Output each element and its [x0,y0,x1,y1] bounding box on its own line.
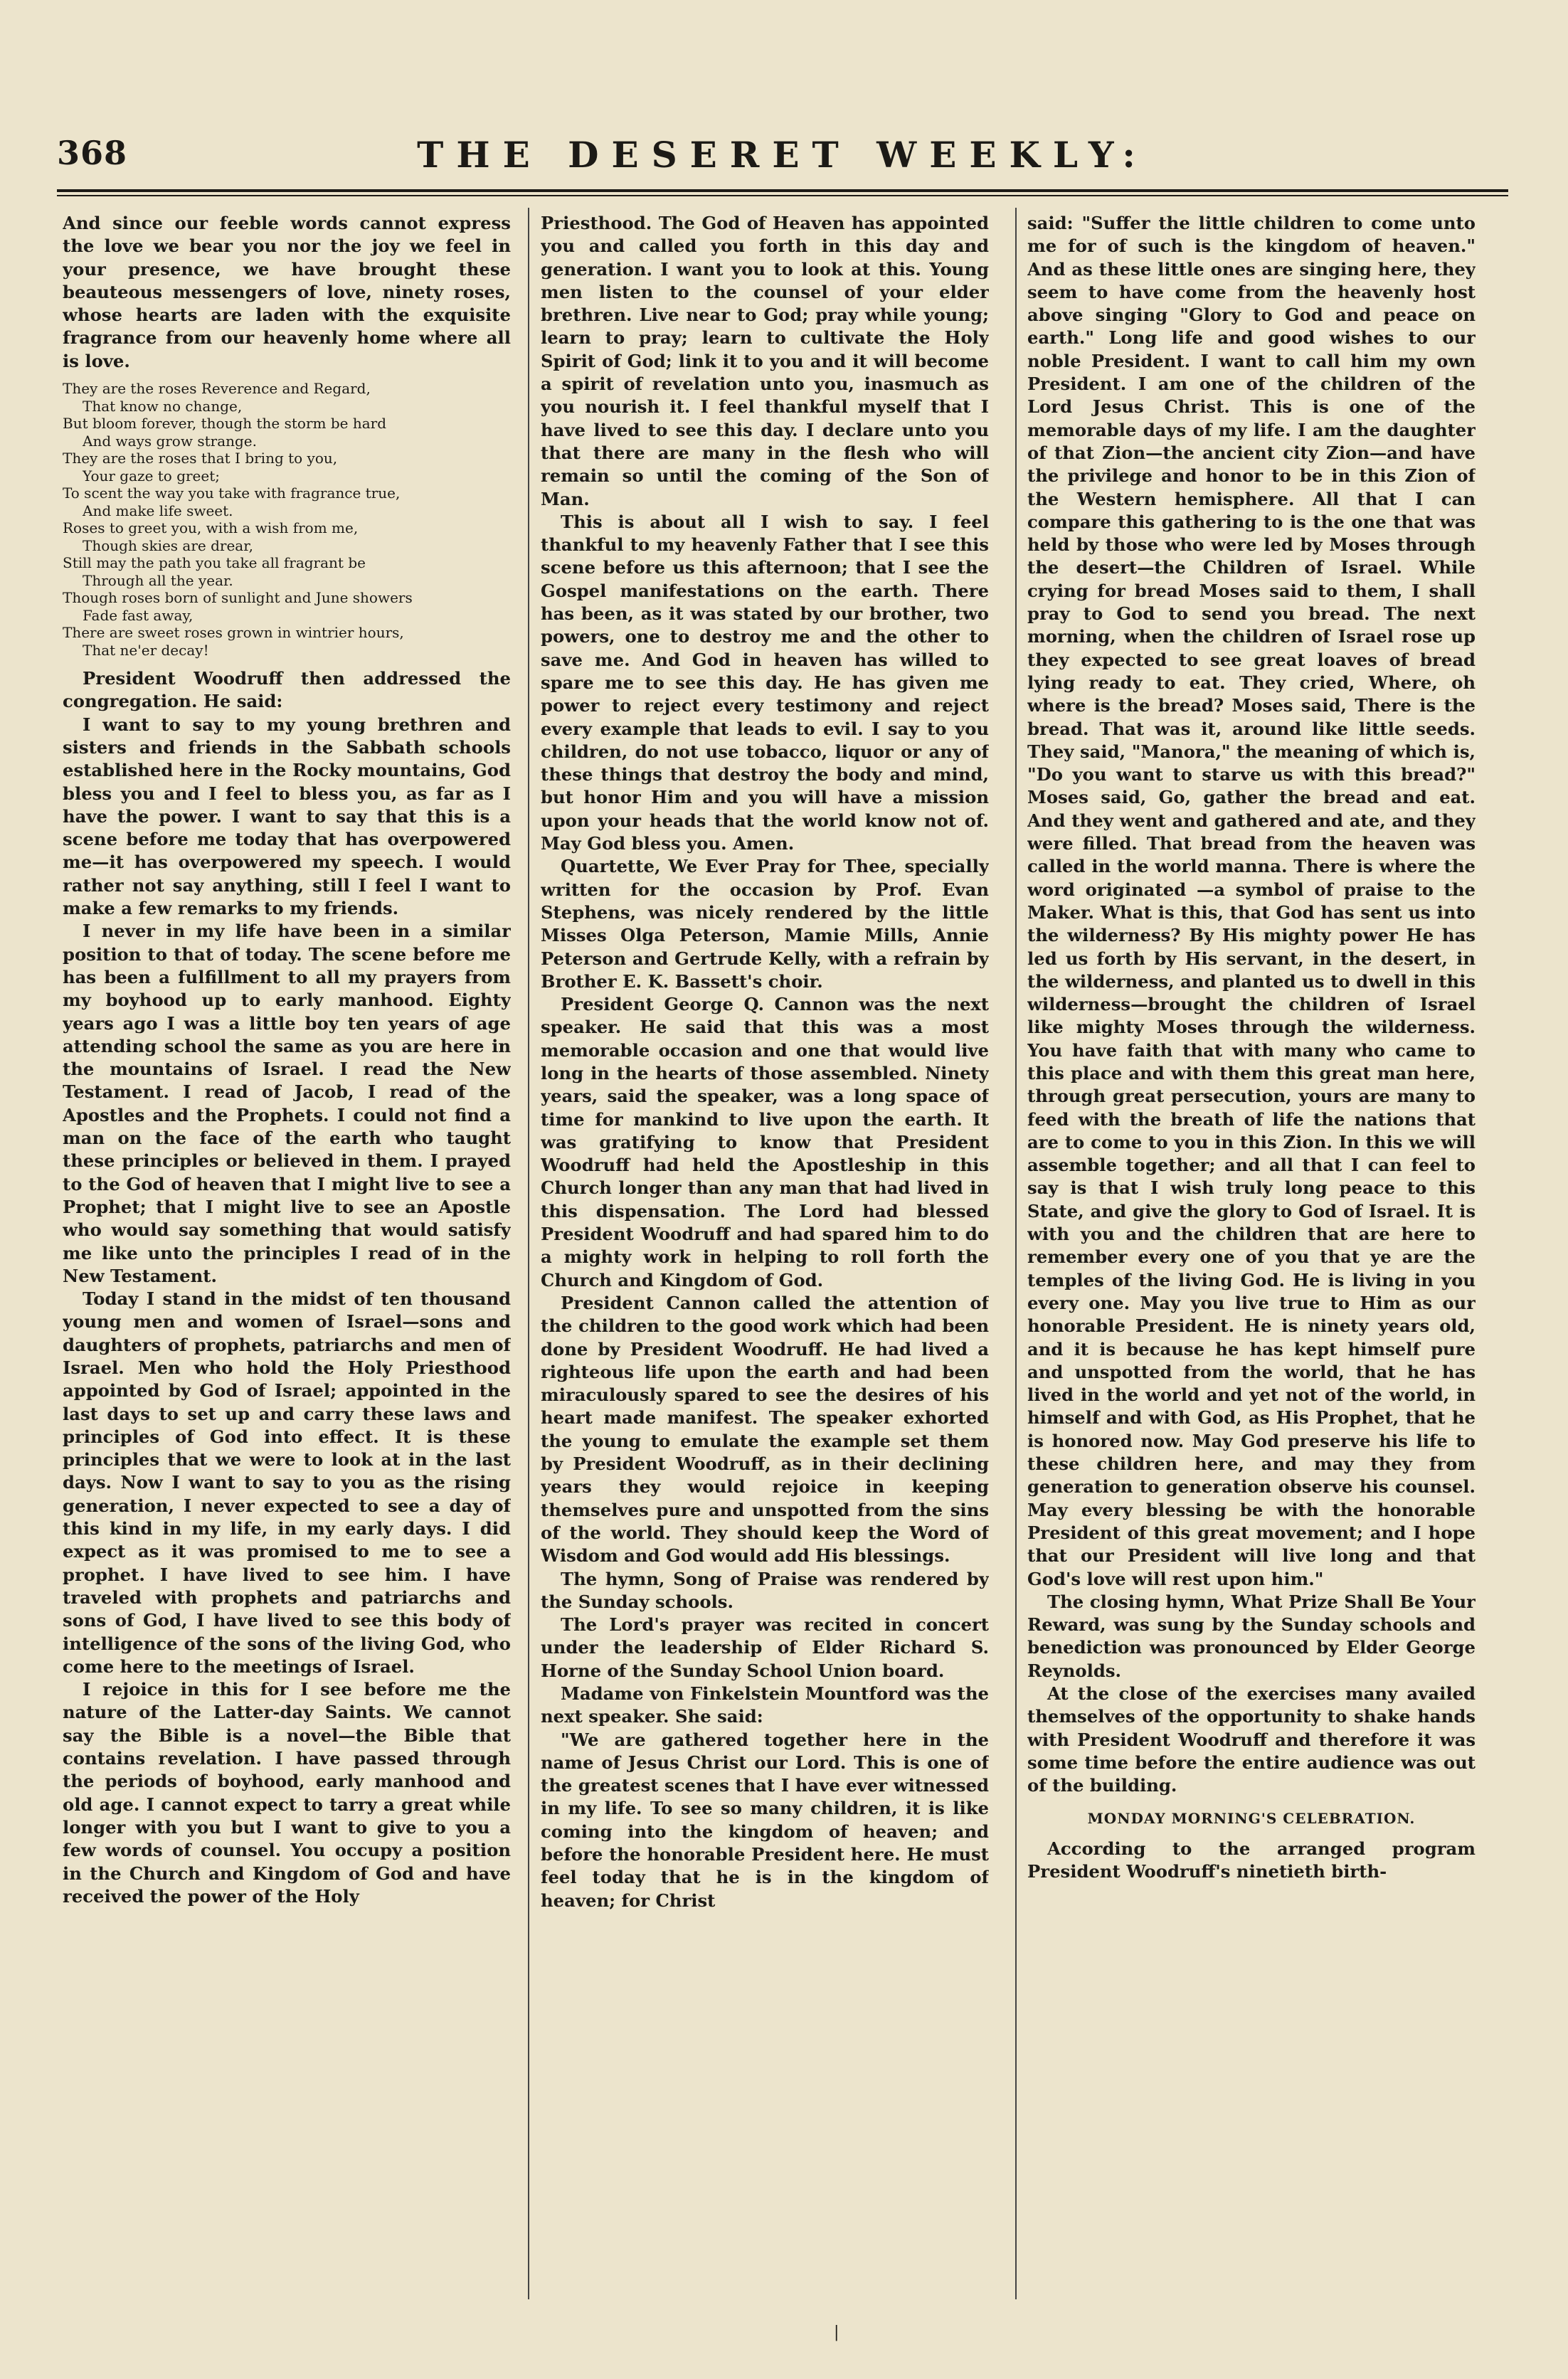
header-rule-thin [57,195,1508,196]
poem [63,380,511,659]
paragraph: I rejoice in this for I see before me the nature of the Latter-day Saints. We cannot say the Bible is a novel—the Bible that contains revelation. I have passed through the periods of boyhood, early manhood and old age. I cannot expect to tarry a great while longer with you but I want to give to you a few words of counsel. You occupy a position in the Church and Kingdom of God and have received the power of the Holy [63,1679,511,1907]
column-1 [63,212,511,2304]
paragraph: And since our feeble words cannot express the love we bear you nor the joy we feel in your presence, we have brought these beauteous messengers of love, ninety roses, whose hearts are laden with the exquisite fragrance from our heavenly home where all is love. [63,213,511,371]
paragraph: At the close of the exercises many availed themselves of the opportunity to shake hands with President Woodruff and therefore it was some time before the entire audience was out of the building. [1027,1683,1476,1796]
paragraph: The closing hymn, What Prize Shall Be Your Reward, was sung by the Sunday schools and benediction was pronounced by Elder George Reynolds. [1027,1591,1476,1681]
poem-line: That ne'er decay! [83,641,209,659]
poem-line: And ways grow strange. [83,432,257,450]
header-rule-thick [57,189,1508,192]
column-divider [528,208,529,2299]
paragraph: Today I stand in the midst of ten thousand young men and women of Israel—sons and daughters of prophets, patriarchs and men of Israel. Men who hold the Holy Priesthood appointed by God of Israel; appointed in the last days to set up and carry these laws and principles of God into effect. It is these principles that we were to look at in the last days. Now I want to say to you as the rising generation, I never expected to see a day of this kind in my life, in my early days. I did expect as it was promised to me to see a prophet. I have lived to see him. I have traveled with prophets and patriarchs and sons of God, I have lived to see this body of intelligence of the sons of the living God, who come here to the meetings of Israel. [63,1288,511,1677]
paragraph: This is about all I wish to say. I feel thankful to my heavenly Father that I see this scene before us this afternoon; that I see the Gospel manifestations on the earth. There has been, as it was stated by our brother, two powers, one to destroy me and the other to save me. And God in heaven has willed to spare me to see this day. He has given me power to reject every testimony and reject every example that leads to evil. I say to you children, do not use tobacco, liquor or any of these things that destroy the body and mind, but honor Him and you will have a mission upon your heads that the world know not of. May God bless you. Amen. [541,511,989,854]
poem-line: But bloom forever, though the storm be hard [63,415,387,433]
poem-line: There are sweet roses grown in wintrier hours, [63,624,404,642]
paragraph: President Woodruff then addressed the congregation. He said: [63,668,511,712]
poem-line: Though roses born of sunlight and June showers [63,589,413,607]
paragraph: I never in my life have been in a similar position to that of today. The scene before me has been a fulfillment to all my prayers from my boyhood up to early manhood. Eighty years ago I was a little boy ten years of age attending school the same as you are here in the mountains of Israel. I read the New Testament. I read of Jacob, I read of the Apostles and the Prophets. I could not find a man on the face of the earth who taught these principles or believed in them. I prayed to the God of heaven that I might live to see a Prophet; that I might live to see an Apostle who would say something that would satisfy me like unto the principles I read of in the New Testament. [63,921,511,1286]
poem-line: Your gaze to greet; [83,467,221,484]
masthead-title: THE DESERET WEEKLY: [417,134,1148,176]
column-divider [1015,208,1017,2299]
poem-line: And make life sweet. [83,502,233,519]
paragraph: President Cannon called the attention of the children to the good work which had been done by President Woodruff. He had lived a righteous life upon the earth and had been miraculously spared to see the desires of his heart made manifest. The speaker exhorted the young to emulate the example set them by President Woodruff, as in their declining years they would rejoice in keeping themselves pure and unspotted from the sins of the world. They should keep the Word of Wisdom and God would add His blessings. [541,1292,989,1567]
poem-line: To scent the way you take with fragrance true, [63,484,401,502]
poem-line: They are the roses Reverence and Regard, [63,380,371,398]
column-3 [1027,212,1476,2304]
poem-line: That know no change, [83,397,243,415]
paragraph: President George Q. Cannon was the next speaker. He said that this was a most memorable occasion and one that would live long in the hearts of those assembled. Ninety years, said the speaker, was a long space of time for mankind to live upon the earth. It was gratifying to know that President Woodruff had held the Apostleship in this Church longer than any man that had lived in this dispensation. The Lord had blessed President Woodruff and had spared him to do a mighty work in helping to roll forth the Church and Kingdom of God. [541,994,989,1291]
paragraph: Madame von Finkelstein Mountford was the next speaker. She said: [541,1683,989,1727]
paragraph: The Lord's prayer was recited in concert under the leadership of Elder Richard S. Horne of the Sunday School Union board. [541,1614,989,1681]
paragraph: Quartette, We Ever Pray for Thee, specially written for the occasion by Prof. Evan Stephens, was nicely rendered by the little Misses Olga Peterson, Mamie Mills, Annie Peterson and Gertrude Kelly, with a refrain by Brother E. K. Bassett's choir. [541,856,989,992]
paragraph: According to the arranged program President Woodruff's ninetieth birth- [1027,1838,1476,1882]
poem-line: Though skies are drear, [83,536,253,554]
poem-line: They are the roses that I bring to you, [63,450,338,467]
column-2 [541,212,989,2304]
poem-line: Fade fast away, [83,606,194,624]
paragraph: The hymn, Song of Praise was rendered by the Sunday schools. [541,1568,989,1612]
footer-mark: | [834,2324,839,2341]
poem-line: Through all the year. [83,571,233,589]
paragraph: Priesthood. The God of Heaven has appointed you and called you forth in this day and generation. I want you to look at this. Young men listen to the counsel of your elder brethren. Live near to God; pray while young; learn to pray; learn to cultivate the Holy Spirit of God; link it to you and it will become a spirit of revelation unto you, inasmuch as you nourish it. I feel thankful myself that I have lived to see this day. I declare unto you that there are many in the flesh who will remain so until the coming of the Son of Man. [541,213,989,509]
section-heading: MONDAY MORNING'S CELEBRATION. [1087,1810,1416,1828]
poem-line: Roses to greet you, with a wish from me, [63,519,359,537]
page-number: 368 [57,134,128,172]
paragraph: "We are gathered together here in the name of Jesus Christ our Lord. This is one of the greatest scenes that I have ever witnessed in my life. To see so many children, it is like coming into the kingdom of heaven; and before the honorable President here. He must feel today that he is in the kingdom of heaven; for Christ [541,1729,989,1911]
paragraph: I want to say to my young brethren and sisters and friends in the Sabbath schools established here in the Rocky mountains, God bless you and I feel to bless you, as far as I have the power. I want to say that this is a scene before me today that has overpowered me—it has overpowered my speech. I would rather not say anything, still I feel I want to make a few remarks to my friends. [63,714,511,919]
page-header [57,134,1508,184]
poem-line: Still may the path you take all fragrant be [63,554,366,572]
paragraph: said: "Suffer the little children to come unto me for of such is the kingdom of heaven." And as these little ones are singing here, they seem to have come from the heavenly host above singing "Glory to God and peace on earth." Long life and good wishes to our noble President. I want to call him my own President. I am one of the children of the Lord Jesus Christ. This is one of the memorable days of my life. I am the daughter of that Zion—the ancient city Zion—and have the privilege and honor to be in this Zion of the Western hemisphere. All that I can compare this gathering to is the one that was held by those who were led by Moses through the desert—the Children of Israel. While crying for bread Moses said to them, I shall pray to God to send you bread. The next morning, when the children of Israel rose up they expected to see great loaves of bread lying ready to eat. They cried, Where, oh where is the bread? Moses said, There is the bread. That was it, around like little seeds. They said, "Manora," the meaning of which is, "Do you want to starve us with this bread?" Moses said, Go, gather the bread and eat. And they went and gathered and ate, and they were filled. That bread from the heaven was called in the world manna. There is where the word originated —a symbol of praise to the Maker. What is this, that God has sent us into the wilderness? By His mighty power He has led us forth by His servant, in the desert, in the wilderness, and planted us to dwell in this wilderness—brought the children of Israel like mighty Moses through the wilderness. You have faith that with many who came to this place and with them this great man here, through great persecution, yours are many to feed with the breath of life the nations that are to come to you in this Zion. In this we will assemble together; and all that I can feel to say is that I wish truly long peace to this State, and give the glory to God of Israel. It is with you and the children that are here to remember every one of you that ye are the temples of the living God. He is living in you every one. May you live true to Him as our honorable President. He is ninety years old, and it is because he has kept himself pure and unspotted from the world, that he has lived in the world and yet not of the world, in himself and with God, as His Prophet, that he is honored now. May God preserve his life to these children here, and may they from generation to generation observe his counsel. May every blessing be with the honorable President of this great movement; and I hope that our President will live long and that God's love will rest upon him." [1027,213,1476,1589]
